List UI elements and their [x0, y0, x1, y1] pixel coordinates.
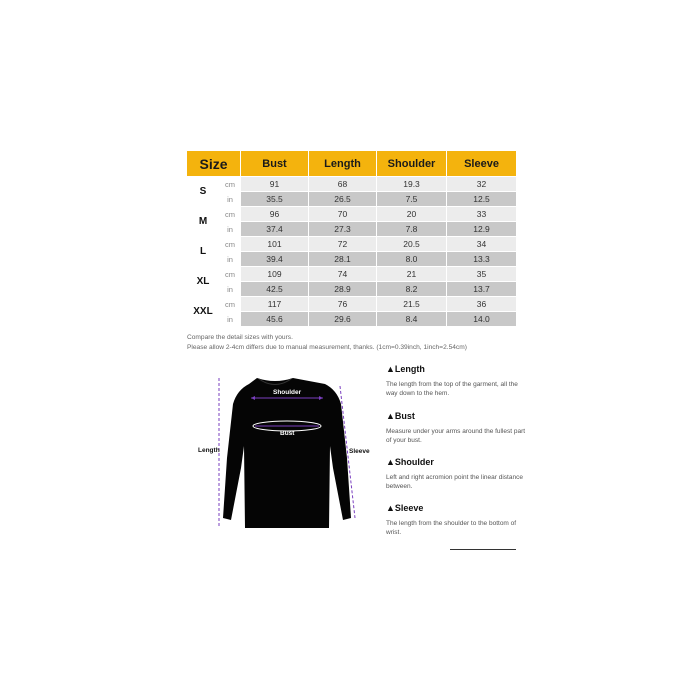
length-value: 28.9 — [309, 282, 377, 297]
divider-line — [450, 549, 516, 550]
bust-value: 37.4 — [241, 222, 309, 237]
table-row — [187, 282, 517, 297]
size-label: M — [187, 207, 220, 237]
definition-title: ▲Shoulder — [386, 457, 434, 467]
size-label: XL — [187, 267, 220, 297]
length-value: 76 — [309, 297, 377, 312]
length-value: 28.1 — [309, 252, 377, 267]
sleeve-value: 13.3 — [447, 252, 517, 267]
unit-label: in — [220, 222, 241, 237]
shoulder-value: 8.2 — [377, 282, 447, 297]
shoulder-value: 7.5 — [377, 192, 447, 207]
length-label: Length — [198, 447, 220, 454]
length-value: 29.6 — [309, 312, 377, 327]
shoulder-value: 21.5 — [377, 297, 447, 312]
sleeve-value: 12.5 — [447, 192, 517, 207]
table-header-row — [187, 151, 517, 177]
unit-label: cm — [220, 177, 241, 192]
unit-label: in — [220, 282, 241, 297]
sweater-shape — [223, 378, 351, 528]
size-label: XXL — [187, 297, 220, 327]
unit-label: cm — [220, 297, 241, 312]
definition-text: The length from the top of the garment, all the way down to the hem. — [386, 381, 518, 397]
definition-title: ▲Sleeve — [386, 503, 424, 513]
header-shoulder: Shoulder — [377, 151, 447, 177]
table-row — [187, 177, 517, 192]
bust-value: 42.5 — [241, 282, 309, 297]
definition-text: The length from the shoulder to the bottom of wrist. — [386, 520, 517, 536]
bust-value: 109 — [241, 267, 309, 282]
definition-length — [386, 364, 526, 411]
compare-note: Compare the detail sizes with yours. — [187, 334, 293, 341]
bust-value: 91 — [241, 177, 309, 192]
tolerance-note: Please allow 2-4cm differs due to manual measurement, thanks. (1cm=0.39inch, 1inch=2.54cm) — [187, 344, 467, 351]
measurement-definitions — [386, 364, 526, 543]
header-size: Size — [187, 151, 241, 177]
shoulder-value: 20 — [377, 207, 447, 222]
sleeve-value: 33 — [447, 207, 517, 222]
shoulder-value: 19.3 — [377, 177, 447, 192]
table-row — [187, 297, 517, 312]
length-value: 70 — [309, 207, 377, 222]
definition-text: Left and right acromion point the linear distance between. — [386, 474, 523, 490]
sleeve-value: 13.7 — [447, 282, 517, 297]
definition-bust — [386, 411, 526, 457]
definition-sleeve — [386, 503, 526, 543]
length-value: 27.3 — [309, 222, 377, 237]
table-row — [187, 312, 517, 327]
length-value: 72 — [309, 237, 377, 252]
header-bust: Bust — [241, 151, 309, 177]
bust-value: 101 — [241, 237, 309, 252]
sleeve-value: 34 — [447, 237, 517, 252]
sleeve-value: 36 — [447, 297, 517, 312]
bust-value: 96 — [241, 207, 309, 222]
sleeve-value: 14.0 — [447, 312, 517, 327]
size-label: S — [187, 177, 220, 207]
bust-value: 39.4 — [241, 252, 309, 267]
sleeve-value: 12.9 — [447, 222, 517, 237]
header-sleeve: Sleeve — [447, 151, 517, 177]
unit-label: in — [220, 312, 241, 327]
sleeve-label: Sleeve — [349, 448, 370, 455]
bust-value: 117 — [241, 297, 309, 312]
shoulder-value: 8.4 — [377, 312, 447, 327]
shoulder-label: Shoulder — [273, 389, 302, 396]
unit-label: in — [220, 252, 241, 267]
definition-text: Measure under your arms around the fullest part of your bust. — [386, 428, 526, 444]
length-value: 74 — [309, 267, 377, 282]
table-row — [187, 207, 517, 222]
bust-label: Bust — [280, 430, 295, 437]
shoulder-value: 7.8 — [377, 222, 447, 237]
bust-value: 35.5 — [241, 192, 309, 207]
table-row — [187, 237, 517, 252]
header-length: Length — [309, 151, 377, 177]
definition-shoulder — [386, 457, 526, 503]
unit-label: cm — [220, 237, 241, 252]
shoulder-value: 21 — [377, 267, 447, 282]
table-row — [187, 192, 517, 207]
length-value: 26.5 — [309, 192, 377, 207]
bust-value: 45.6 — [241, 312, 309, 327]
size-chart-table — [186, 150, 517, 327]
length-value: 68 — [309, 177, 377, 192]
sleeve-value: 32 — [447, 177, 517, 192]
table-row — [187, 267, 517, 282]
definition-title: ▲Length — [386, 364, 425, 374]
unit-label: cm — [220, 207, 241, 222]
size-label: L — [187, 237, 220, 267]
sleeve-value: 35 — [447, 267, 517, 282]
shoulder-value: 8.0 — [377, 252, 447, 267]
table-row — [187, 252, 517, 267]
shoulder-value: 20.5 — [377, 237, 447, 252]
unit-label: in — [220, 192, 241, 207]
definition-title: ▲Bust — [386, 411, 415, 421]
unit-label: cm — [220, 267, 241, 282]
garment-diagram — [195, 368, 375, 548]
table-row — [187, 222, 517, 237]
